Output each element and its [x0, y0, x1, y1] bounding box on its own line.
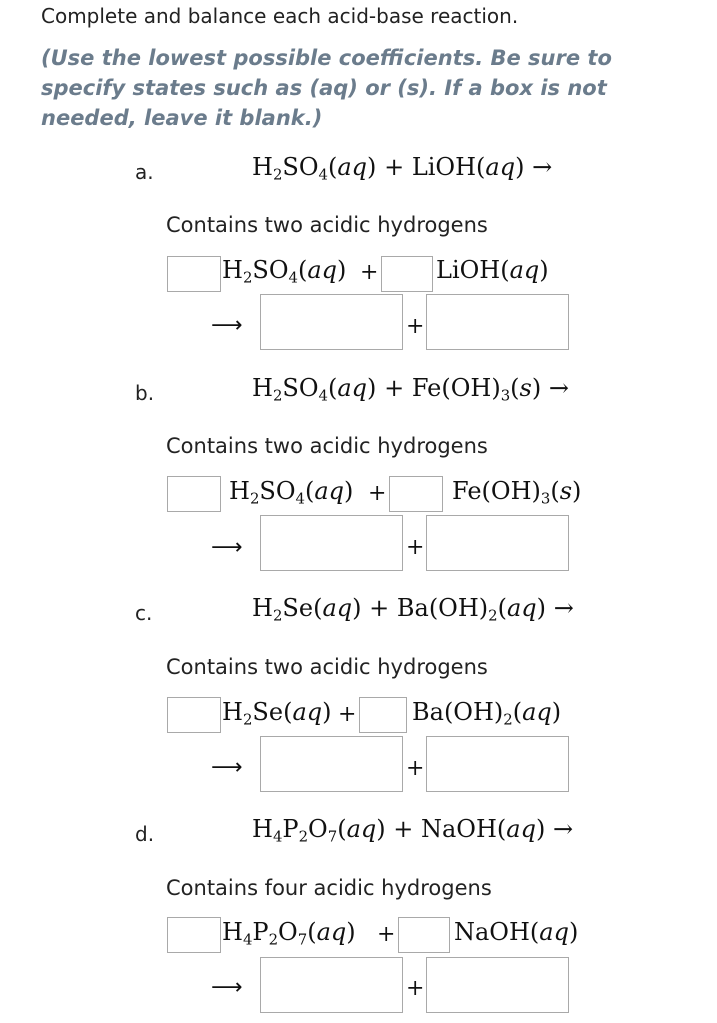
state: (aq)	[496, 815, 546, 843]
hint-text: Contains two acidic hydrogens	[166, 434, 488, 458]
formula: $H_2SO_4$	[252, 374, 328, 405]
hint-text: Contains two acidic hydrogens	[166, 655, 488, 679]
state: (aq)	[328, 374, 377, 402]
state: (aq)	[283, 698, 332, 726]
reactant-2	[436, 256, 549, 284]
coefficient-input-reactant-2[interactable]	[359, 697, 407, 733]
reaction-equation	[252, 594, 574, 625]
formula: LiOH	[411, 153, 477, 181]
formula: NaOH	[454, 918, 530, 946]
problem-label: b.	[135, 381, 155, 405]
reactant-2	[412, 698, 562, 729]
state: (aq)	[307, 918, 356, 946]
problem-label: a.	[135, 160, 154, 184]
plus-sign: +	[368, 481, 387, 506]
coefficient-input-reactant-1[interactable]	[167, 476, 221, 512]
reaction-equation	[252, 153, 553, 184]
instructions-main: Complete and balance each acid-base reaction.	[41, 4, 519, 28]
product-input-2[interactable]	[426, 736, 569, 792]
reactant-1	[222, 698, 332, 729]
plus-sign: +	[406, 535, 425, 560]
state: (aq)	[328, 153, 377, 181]
formula: LiOH	[436, 256, 501, 284]
formula: $Fe(OH)_3$	[452, 477, 551, 508]
plus-sign: +	[369, 594, 390, 622]
plus-sign: +	[393, 815, 414, 843]
product-input-2[interactable]	[426, 957, 569, 1013]
state: (aq)	[529, 918, 579, 946]
coefficient-input-reactant-2[interactable]	[389, 476, 443, 512]
product-input-1[interactable]	[260, 515, 403, 571]
formula: $Ba(OH)_2$	[412, 698, 513, 729]
product-input-1[interactable]	[260, 736, 403, 792]
reaction-arrow: →	[553, 594, 574, 622]
coefficient-input-reactant-2[interactable]	[381, 256, 433, 292]
reactant-1	[229, 477, 354, 508]
reaction-arrow: →	[552, 815, 574, 843]
reaction-arrow: ⟶	[211, 975, 243, 1000]
hint-text: Contains two acidic hydrogens	[166, 213, 488, 237]
coefficient-input-reactant-2[interactable]	[398, 917, 450, 953]
product-input-2[interactable]	[426, 515, 569, 571]
coefficient-input-reactant-1[interactable]	[167, 697, 221, 733]
formula: NaOH	[421, 815, 497, 843]
plus-sign: +	[360, 260, 379, 285]
product-input-1[interactable]	[260, 957, 403, 1013]
state: (aq)	[500, 256, 549, 284]
state: (s)	[510, 374, 542, 402]
reaction-arrow: →	[532, 153, 553, 181]
coefficient-input-reactant-1[interactable]	[167, 256, 221, 292]
plus-sign: +	[384, 374, 405, 402]
reaction-arrow: →	[548, 374, 569, 402]
product-input-2[interactable]	[426, 294, 569, 350]
formula: $Ba(OH)_2$	[396, 594, 498, 625]
formula: $H_2Se$	[222, 698, 284, 729]
state: (aq)	[512, 698, 562, 726]
state: (aq)	[476, 153, 525, 181]
problem-label: d.	[135, 822, 155, 846]
instructions-note: (Use the lowest possible coefficients. Be sure to specify states such as (aq) or (s). If a box is not needed, leave it blank.)	[41, 46, 612, 130]
formula: $H_4P_2O_7$	[252, 815, 338, 846]
state: (aq)	[497, 594, 547, 622]
formula: $Fe(OH)_3$	[411, 374, 511, 405]
state: (aq)	[337, 815, 386, 843]
plus-sign: +	[406, 976, 425, 1001]
hint-text: Contains four acidic hydrogens	[166, 876, 492, 900]
formula: $H_2SO_4$	[252, 153, 328, 184]
state: (s)	[550, 477, 582, 505]
reactant-1	[222, 256, 347, 287]
formula: $H_2SO_4$	[222, 256, 298, 287]
formula: $H_2Se$	[252, 594, 314, 625]
instructions	[41, 3, 701, 133]
state: (aq)	[305, 477, 354, 505]
coefficient-input-reactant-1[interactable]	[167, 917, 221, 953]
reaction-arrow: ⟶	[211, 535, 243, 560]
formula: $H_4P_2O_7$	[222, 918, 308, 949]
reactant-2	[452, 477, 582, 508]
state: (aq)	[298, 256, 347, 284]
plus-sign: +	[406, 314, 425, 339]
reaction-equation	[252, 374, 569, 405]
reactant-2	[454, 918, 578, 946]
reaction-arrow: ⟶	[211, 755, 243, 780]
product-input-1[interactable]	[260, 294, 403, 350]
plus-sign: +	[384, 153, 405, 181]
problem-label: c.	[135, 601, 153, 625]
plus-sign: +	[377, 922, 396, 947]
reactant-1	[222, 918, 356, 949]
plus-sign: +	[406, 756, 425, 781]
reaction-equation	[252, 815, 574, 846]
formula: $H_2SO_4$	[229, 477, 305, 508]
plus-sign: +	[338, 702, 357, 727]
reaction-arrow: ⟶	[211, 313, 243, 338]
state: (aq)	[313, 594, 362, 622]
